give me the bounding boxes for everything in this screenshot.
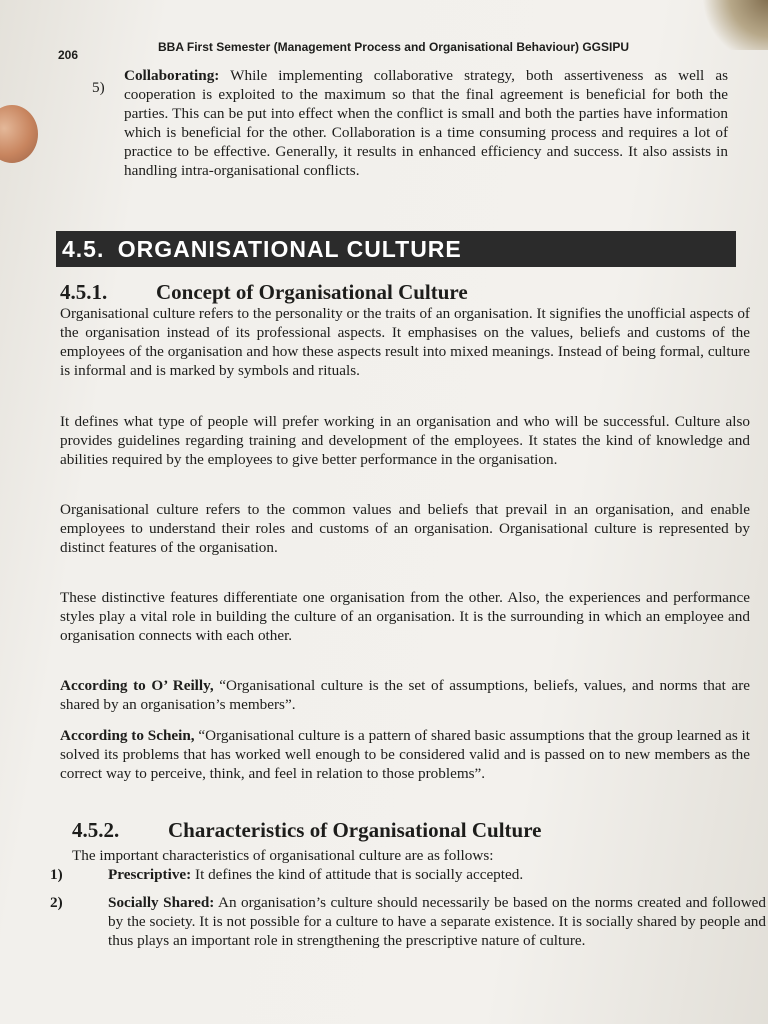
subsection-title: Characteristics of Organisational Culture: [168, 818, 542, 842]
running-title: BBA First Semester (Management Process and Organisational Behaviour) GGSIPU: [158, 40, 630, 54]
quote-text-schein: “Organisational culture is a pattern of shared basic assumptions that the group learned as it solved its problems that has worked well enough to be considered valid and is passed on to new members as the correct way to perceive, think, and feel in relation to those problems”.: [60, 727, 750, 782]
list-item-collaborating: [92, 66, 728, 180]
quote-oreilly: [60, 676, 750, 714]
quote-author-schein: According to Schein,: [60, 727, 195, 744]
list-item: [50, 893, 766, 950]
collaborating-description: While implementing collaborative strategy, both assertiveness as well as cooperation is exploited to the maximum so that the final agreement is beneficial for both the parties. This can be put into effect when the conflict is small and both the parties have information which is beneficial for the other. Collaboration is a time consuming process and requires a lot of practice to be effective. Generally, it results in enhanced efficiency and success. It also assists in handling intra-organisational conflicts.: [124, 67, 728, 179]
quote-text-oreilly: “Organisational culture is the set of assumptions, beliefs, values, and norms that are shared by an organisation’s members”.: [60, 677, 750, 713]
section-number: 4.5.: [62, 236, 105, 262]
quote-author-oreilly: According to O’ Reilly,: [60, 677, 214, 694]
list-item-number: 5): [92, 79, 105, 96]
section-banner: [56, 231, 736, 267]
quote-schein: [60, 726, 750, 783]
list-item-text: [108, 893, 766, 950]
list-item: [50, 865, 766, 884]
prescriptive-description: It defines the kind of attitude that is socially accepted.: [191, 866, 524, 883]
paragraph: Organisational culture refers to the personality or the traits of an organisation. It signifies the unofficial aspects of the organisation instead of its professional aspects. It emphasises on the values, beliefs and customs of the employees of the organisation and how these aspects result into mixed meanings. Instead of being formal, culture is informal and is marked by symbols and rituals.: [60, 305, 750, 379]
subsection-number: 4.5.1.: [60, 280, 108, 304]
paragraph: Organisational culture refers to the common values and beliefs that prevail in an organisation, and enable employees to understand their roles and customs of an organisation. Organisational culture is represented by distinct features of the organisation.: [60, 501, 750, 556]
section-title: ORGANISATIONAL CULTURE: [117, 236, 462, 262]
list-item-number: 1): [50, 866, 63, 883]
characteristics-intro: The important characteristics of organisational culture are as follows:: [72, 847, 494, 864]
subsection-number: 4.5.2.: [72, 818, 120, 842]
list-item-text: [124, 66, 728, 180]
page-corner-shadow: [698, 0, 768, 50]
term-prescriptive: Prescriptive:: [108, 866, 192, 883]
subsection-title: Concept of Organisational Culture: [156, 280, 468, 304]
paragraph: These distinctive features differentiate one organisation from the other. Also, the experiences and performance styles play a vital role in building the culture of an organisation. It is the surrounding in which an employee and organisation connects with each other.: [60, 589, 750, 644]
thumb: [0, 105, 38, 163]
page-number: 206: [58, 48, 79, 62]
list-item-number: 2): [50, 894, 63, 911]
paragraph: It defines what type of people will prefer working in an organisation and who will be successful. Culture also provides guidelines regarding training and development of the employees. It states the kind of knowledge and abilities required by the employees to give better performance in the organisation.: [60, 413, 750, 468]
term-collaborating: Collaborating:: [124, 67, 220, 84]
subsection-heading-characteristics: [72, 818, 542, 843]
list-item-text: [108, 865, 766, 884]
socially-shared-description: An organisation’s culture should necessarily be based on the norms created and followed by the society. It is not possible for a culture to have a separate existence. It is socially shared by people and thus plays an important role in strengthening the prescriptive nature of culture.: [108, 894, 766, 949]
term-socially-shared: Socially Shared:: [108, 894, 215, 911]
subsection-heading-concept: [60, 280, 468, 305]
